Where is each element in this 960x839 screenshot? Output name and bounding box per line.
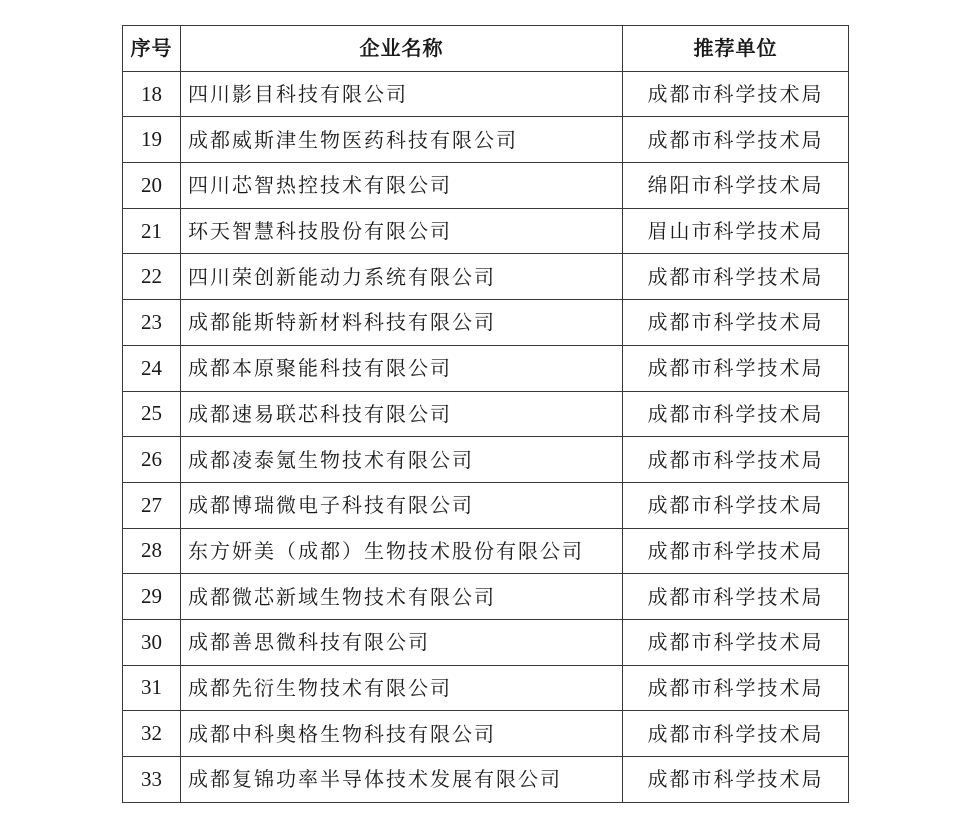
enterprise-name-cell: 成都微芯新域生物技术有限公司: [181, 574, 623, 620]
table-row: [123, 528, 849, 574]
serial-number-cell: 18: [123, 71, 181, 117]
recommending-unit-cell: 成都市科学技术局: [623, 391, 849, 437]
table-row: [123, 254, 849, 300]
enterprise-name-cell: 环天智慧科技股份有限公司: [181, 208, 623, 254]
recommending-unit-cell: 成都市科学技术局: [623, 619, 849, 665]
serial-number-cell: 29: [123, 574, 181, 620]
recommending-unit-cell: 成都市科学技术局: [623, 300, 849, 346]
enterprise-name-cell: 四川影目科技有限公司: [181, 71, 623, 117]
serial-number-cell: 26: [123, 437, 181, 483]
header-recommending-unit: 推荐单位: [623, 26, 849, 72]
serial-number-cell: 25: [123, 391, 181, 437]
table-row: [123, 345, 849, 391]
table-row: [123, 300, 849, 346]
table-row: [123, 619, 849, 665]
table-row: [123, 482, 849, 528]
enterprise-name-cell: 成都凌泰氪生物技术有限公司: [181, 437, 623, 483]
recommending-unit-cell: 成都市科学技术局: [623, 665, 849, 711]
serial-number-cell: 19: [123, 117, 181, 163]
enterprise-name-cell: 东方妍美（成都）生物技术股份有限公司: [181, 528, 623, 574]
serial-number-cell: 33: [123, 757, 181, 803]
table-header: [123, 26, 849, 72]
table-row: [123, 437, 849, 483]
enterprise-name-cell: 成都中科奥格生物科技有限公司: [181, 711, 623, 757]
serial-number-cell: 24: [123, 345, 181, 391]
recommending-unit-cell: 绵阳市科学技术局: [623, 163, 849, 209]
table-row: [123, 391, 849, 437]
recommending-unit-cell: 成都市科学技术局: [623, 71, 849, 117]
enterprise-name-cell: 成都威斯津生物医药科技有限公司: [181, 117, 623, 163]
serial-number-cell: 22: [123, 254, 181, 300]
serial-number-cell: 31: [123, 665, 181, 711]
serial-number-cell: 32: [123, 711, 181, 757]
serial-number-cell: 27: [123, 482, 181, 528]
recommending-unit-cell: 眉山市科学技术局: [623, 208, 849, 254]
enterprise-name-cell: 成都先衍生物技术有限公司: [181, 665, 623, 711]
recommending-unit-cell: 成都市科学技术局: [623, 345, 849, 391]
enterprise-table: [122, 25, 849, 803]
table-row: [123, 208, 849, 254]
recommending-unit-cell: 成都市科学技术局: [623, 437, 849, 483]
serial-number-cell: 20: [123, 163, 181, 209]
recommending-unit-cell: 成都市科学技术局: [623, 757, 849, 803]
header-serial-number: 序号: [123, 26, 181, 72]
table-body: [123, 71, 849, 802]
table-row: [123, 665, 849, 711]
enterprise-name-cell: 四川荣创新能动力系统有限公司: [181, 254, 623, 300]
serial-number-cell: 30: [123, 619, 181, 665]
enterprise-name-cell: 成都博瑞微电子科技有限公司: [181, 482, 623, 528]
recommending-unit-cell: 成都市科学技术局: [623, 482, 849, 528]
table-row: [123, 117, 849, 163]
enterprise-name-cell: 成都本原聚能科技有限公司: [181, 345, 623, 391]
enterprise-name-cell: 成都复锦功率半导体技术发展有限公司: [181, 757, 623, 803]
serial-number-cell: 23: [123, 300, 181, 346]
header-row: [123, 26, 849, 72]
recommending-unit-cell: 成都市科学技术局: [623, 711, 849, 757]
enterprise-name-cell: 成都能斯特新材料科技有限公司: [181, 300, 623, 346]
table-row: [123, 163, 849, 209]
recommending-unit-cell: 成都市科学技术局: [623, 254, 849, 300]
recommending-unit-cell: 成都市科学技术局: [623, 117, 849, 163]
table-row: [123, 574, 849, 620]
enterprise-name-cell: 四川芯智热控技术有限公司: [181, 163, 623, 209]
enterprise-name-cell: 成都速易联芯科技有限公司: [181, 391, 623, 437]
table-row: [123, 71, 849, 117]
recommending-unit-cell: 成都市科学技术局: [623, 574, 849, 620]
table-row: [123, 757, 849, 803]
serial-number-cell: 21: [123, 208, 181, 254]
table-row: [123, 711, 849, 757]
header-enterprise-name: 企业名称: [181, 26, 623, 72]
enterprise-name-cell: 成都善思微科技有限公司: [181, 619, 623, 665]
recommending-unit-cell: 成都市科学技术局: [623, 528, 849, 574]
serial-number-cell: 28: [123, 528, 181, 574]
